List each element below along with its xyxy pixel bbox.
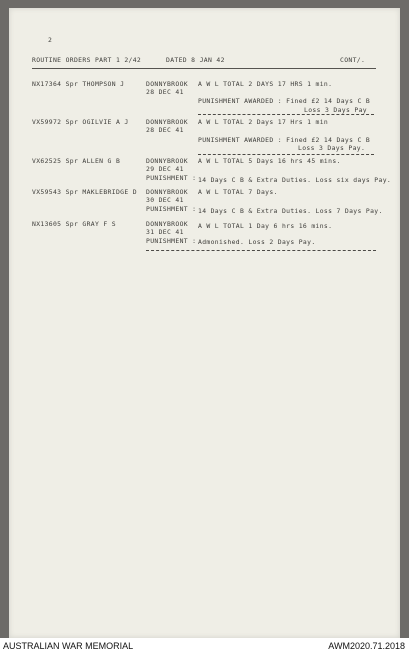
entry-place: DONNYBROOK [146, 80, 188, 88]
entry-soldier: VX59972 Spr OGILVIE A J [32, 118, 129, 126]
entry-line: A W L TOTAL 2 DAYS 17 HRS 1 min. [198, 80, 333, 88]
entry-punishment-label: PUNISHMENT : [146, 205, 197, 213]
entry-line: A W L TOTAL 2 Days 17 Hrs 1 min [198, 118, 329, 126]
entry-line: A W L TOTAL 1 Day 6 hrs 16 mins. [198, 222, 333, 230]
header-title: ROUTINE ORDERS PART 1 2/42 [32, 56, 142, 64]
page-mark: 2 [48, 36, 53, 44]
header-date: DATED 8 JAN 42 [166, 56, 225, 64]
entry-date: 30 DEC 41 [146, 196, 184, 204]
entry-date: 28 DEC 41 [146, 88, 184, 96]
footer-institution: AUSTRALIAN WAR MEMORIAL [3, 641, 134, 651]
entry-line: A W L TOTAL 5 Days 16 hrs 45 mins. [198, 157, 341, 165]
entry-line: PUNISHMENT AWARDED : Fined £2 14 Days C B [198, 97, 371, 105]
entry-soldier: NX17364 Spr THOMPSON J [32, 80, 125, 88]
header-rule [32, 68, 376, 69]
entry-soldier: VX62525 Spr ALLEN G B [32, 157, 121, 165]
entry-date: 28 DEC 41 [146, 126, 184, 134]
entry-date: 29 DEC 41 [146, 165, 184, 173]
archive-footer [0, 638, 409, 653]
entry-separator [198, 114, 374, 115]
entry-punishment-label: PUNISHMENT : [146, 174, 197, 182]
closing-separator [146, 250, 376, 251]
footer-accession: AWM2020.71.2018 [328, 641, 405, 651]
entry-place: DONNYBROOK [146, 220, 188, 228]
entry-line: 14 Days C B & Extra Duties. Loss 7 Days Pay. [198, 207, 383, 215]
entry-soldier: VX59543 Spr MAKLEBRIDGE D [32, 188, 137, 196]
entry-line: Loss 3 Days Pay [304, 106, 367, 114]
entry-line: PUNISHMENT AWARDED : Fined £2 14 Days C B [198, 136, 371, 144]
entry-soldier: NX13605 Spr GRAY F S [32, 220, 116, 228]
entry-punishment-label: PUNISHMENT : [146, 237, 197, 245]
entry-place: DONNYBROOK [146, 188, 188, 196]
entry-date: 31 DEC 41 [146, 228, 184, 236]
entry-separator [198, 154, 374, 155]
entry-place: DONNYBROOK [146, 157, 188, 165]
entry-line: Admonished. Loss 2 Days Pay. [198, 238, 316, 246]
header-cont: CONT/. [340, 56, 366, 64]
entry-place: DONNYBROOK [146, 118, 188, 126]
entry-line: A W L TOTAL 7 Days. [198, 188, 278, 196]
entry-line: 14 Days C B & Extra Duties. Loss six days Pay. [198, 176, 392, 184]
entry-line: Loss 3 Days Pay. [298, 144, 366, 152]
